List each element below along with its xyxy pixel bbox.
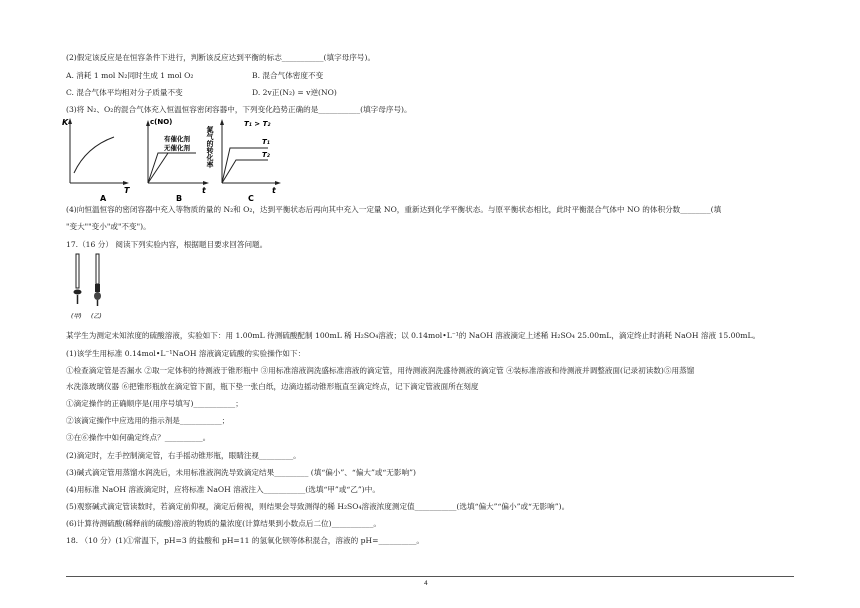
- graph-c-caption: C: [248, 194, 254, 203]
- q17-intro: 某学生为测定未知浓度的硫酸溶液，实验如下：用 1.00mL 待测硫酸配制 100mL 稀 H₂SO₄溶液；以 0.14mol•L⁻¹的 NaOH 溶液滴定上述稀 H₂SO₄ 25.00mL，滴定终止时消耗 NaOH 溶液 15.00mL。: [66, 331, 761, 340]
- graph-a: [60, 115, 140, 203]
- graph-c-y-arrow: [220, 119, 224, 125]
- footer-rule: [66, 576, 794, 577]
- burette-label-yi: (乙): [91, 313, 102, 320]
- graph-b-caption: B: [176, 194, 183, 203]
- q17-part1: (1)该学生用标准 0.14mol•L⁻¹NaOH 溶液滴定硫酸的实验操作如下：: [66, 349, 306, 358]
- q17-sub2: ②该滴定操作中应选用的指示剂是___________；: [66, 416, 230, 425]
- burette-acid-tube: [76, 254, 79, 288]
- graph-a-y-arrow: [68, 118, 72, 124]
- q17-sub1: ①滴定操作的正确顺序是(用序号填写)___________；: [66, 399, 243, 408]
- q2-2-option-c: C. 混合气体平均相对分子质量不变: [66, 88, 183, 97]
- q17-header: 17.（16 分） 阅读下列实验内容，根据题目要求回答问题。: [66, 240, 268, 249]
- q17-part5: (5)观察碱式滴定管读数时，若滴定前仰视，滴定后俯视，则结果会导致测得的稀 H₂SO₄溶液浓度测定值___________(选填“偏大”“偏小”或“无影响”)。: [66, 502, 570, 511]
- q2-2-stem: (2)假定该反应是在恒容条件下进行，判断该反应达到平衡的标志___________(填字母序号)。: [66, 53, 376, 62]
- graph-b-curve-catalyst: [148, 153, 196, 183]
- q2-4-line1: (4)向恒温恒容的密闭容器中充入等物质的量的 N₂和 O₂，达到平衡状态后再向其中充入一定量 NO，重新达到化学平衡状态。与原平衡状态相比，此时平衡混合气体中 NO 的体积分数________(填: [66, 205, 722, 214]
- graph-b-ylabel: c(NO): [150, 118, 173, 126]
- q17-steps-line2: 水洗涤玻璃仪器 ⑥把锥形瓶放在滴定管下面，瓶下垫一张白纸，边滴边摇动锥形瓶直至滴定终点，记下滴定管液面所在刻度: [66, 382, 479, 391]
- graph-c-xlabel: t: [272, 186, 276, 195]
- graph-c: [208, 112, 290, 203]
- graph-c-condition: T₁ > T₂: [244, 120, 271, 128]
- graph-b-curve-no-catalyst: [148, 153, 168, 183]
- graph-c-curve-t2: [222, 160, 268, 183]
- q17-steps-line1: ①检查滴定管是否漏水 ②取一定体积的待测液于锥形瓶中 ③用标准溶液润洗盛标准溶液的滴定管，用待测液润洗盛待测液的滴定管 ④装标准溶液和待测液并调整液面(记录初读数)⑤用蒸馏: [66, 366, 695, 375]
- q18-line1: 18. （10 分）(1)①常温下，pH=3 的盐酸和 pH=11 的氢氧化钡等体积混合，溶液的 pH=__________。: [66, 536, 425, 545]
- q17-part2: (2)滴定时，左手控制滴定管，右手摇动锥形瓶，眼睛注视_________。: [66, 451, 301, 460]
- q17-part4: (4)用标准 NaOH 溶液滴定时，应将标准 NaOH 溶液注入___________(选填“甲”或“乙”)中。: [66, 485, 380, 494]
- graph-a-x-arrow: [123, 181, 129, 185]
- graph-b-label-catalyst: 有催化剂: [164, 135, 190, 143]
- graph-b-label-no-catalyst: 无催化剂: [164, 144, 190, 152]
- graph-a-curve: [74, 137, 114, 173]
- graph-a-caption: A: [100, 194, 107, 203]
- graph-c-ylabel: 氮气的转化率: [206, 126, 214, 168]
- burette-base-rubber: [95, 284, 100, 292]
- q2-2-option-b: B. 混合气体密度不变: [252, 71, 324, 80]
- q2-2-option-d: D. 2v正(N₂) = v逆(NO): [252, 88, 337, 97]
- q17-sub3: ③在⑥操作中如何确定终点？__________。: [66, 433, 211, 442]
- q2-4-line2: "变大""变小"或"不变")。: [66, 222, 151, 231]
- graph-c-label-t1: T₁: [262, 138, 270, 146]
- burette-label-jia: (甲): [71, 313, 82, 320]
- q2-3-stem: (3)将 N₂、O₂的混合气体充入恒温恒容密闭容器中，下列变化趋势正确的是___________(填字母序号)。: [66, 105, 412, 114]
- q17-part3: (3)碱式滴定管用蒸馏水润洗后，未用标准液润洗导致滴定结果_________ (填“偏小”、“偏大”或“无影响”): [66, 468, 416, 477]
- page-number: 4: [424, 580, 428, 587]
- q2-2-option-a: A. 消耗 1 mol N₂同时生成 1 mol O₂: [66, 71, 194, 80]
- graph-b-xlabel: t: [202, 186, 206, 195]
- q17-part6: (6)计算待测硫酸(稀释前的硫酸)溶液的物质的量浓度(计算结果到小数点后二位)___________。: [66, 519, 381, 528]
- burette-base-bead: [94, 292, 101, 300]
- burette-acid-stopcock: [74, 290, 82, 295]
- graph-a-ylabel: K: [62, 118, 69, 127]
- graph-c-label-t2: T₂: [262, 151, 270, 159]
- burette-base-tube: [96, 254, 99, 284]
- burettes-figure: [66, 252, 110, 326]
- graph-a-xlabel: T: [124, 186, 130, 195]
- graph-c-x-arrow: [275, 181, 281, 185]
